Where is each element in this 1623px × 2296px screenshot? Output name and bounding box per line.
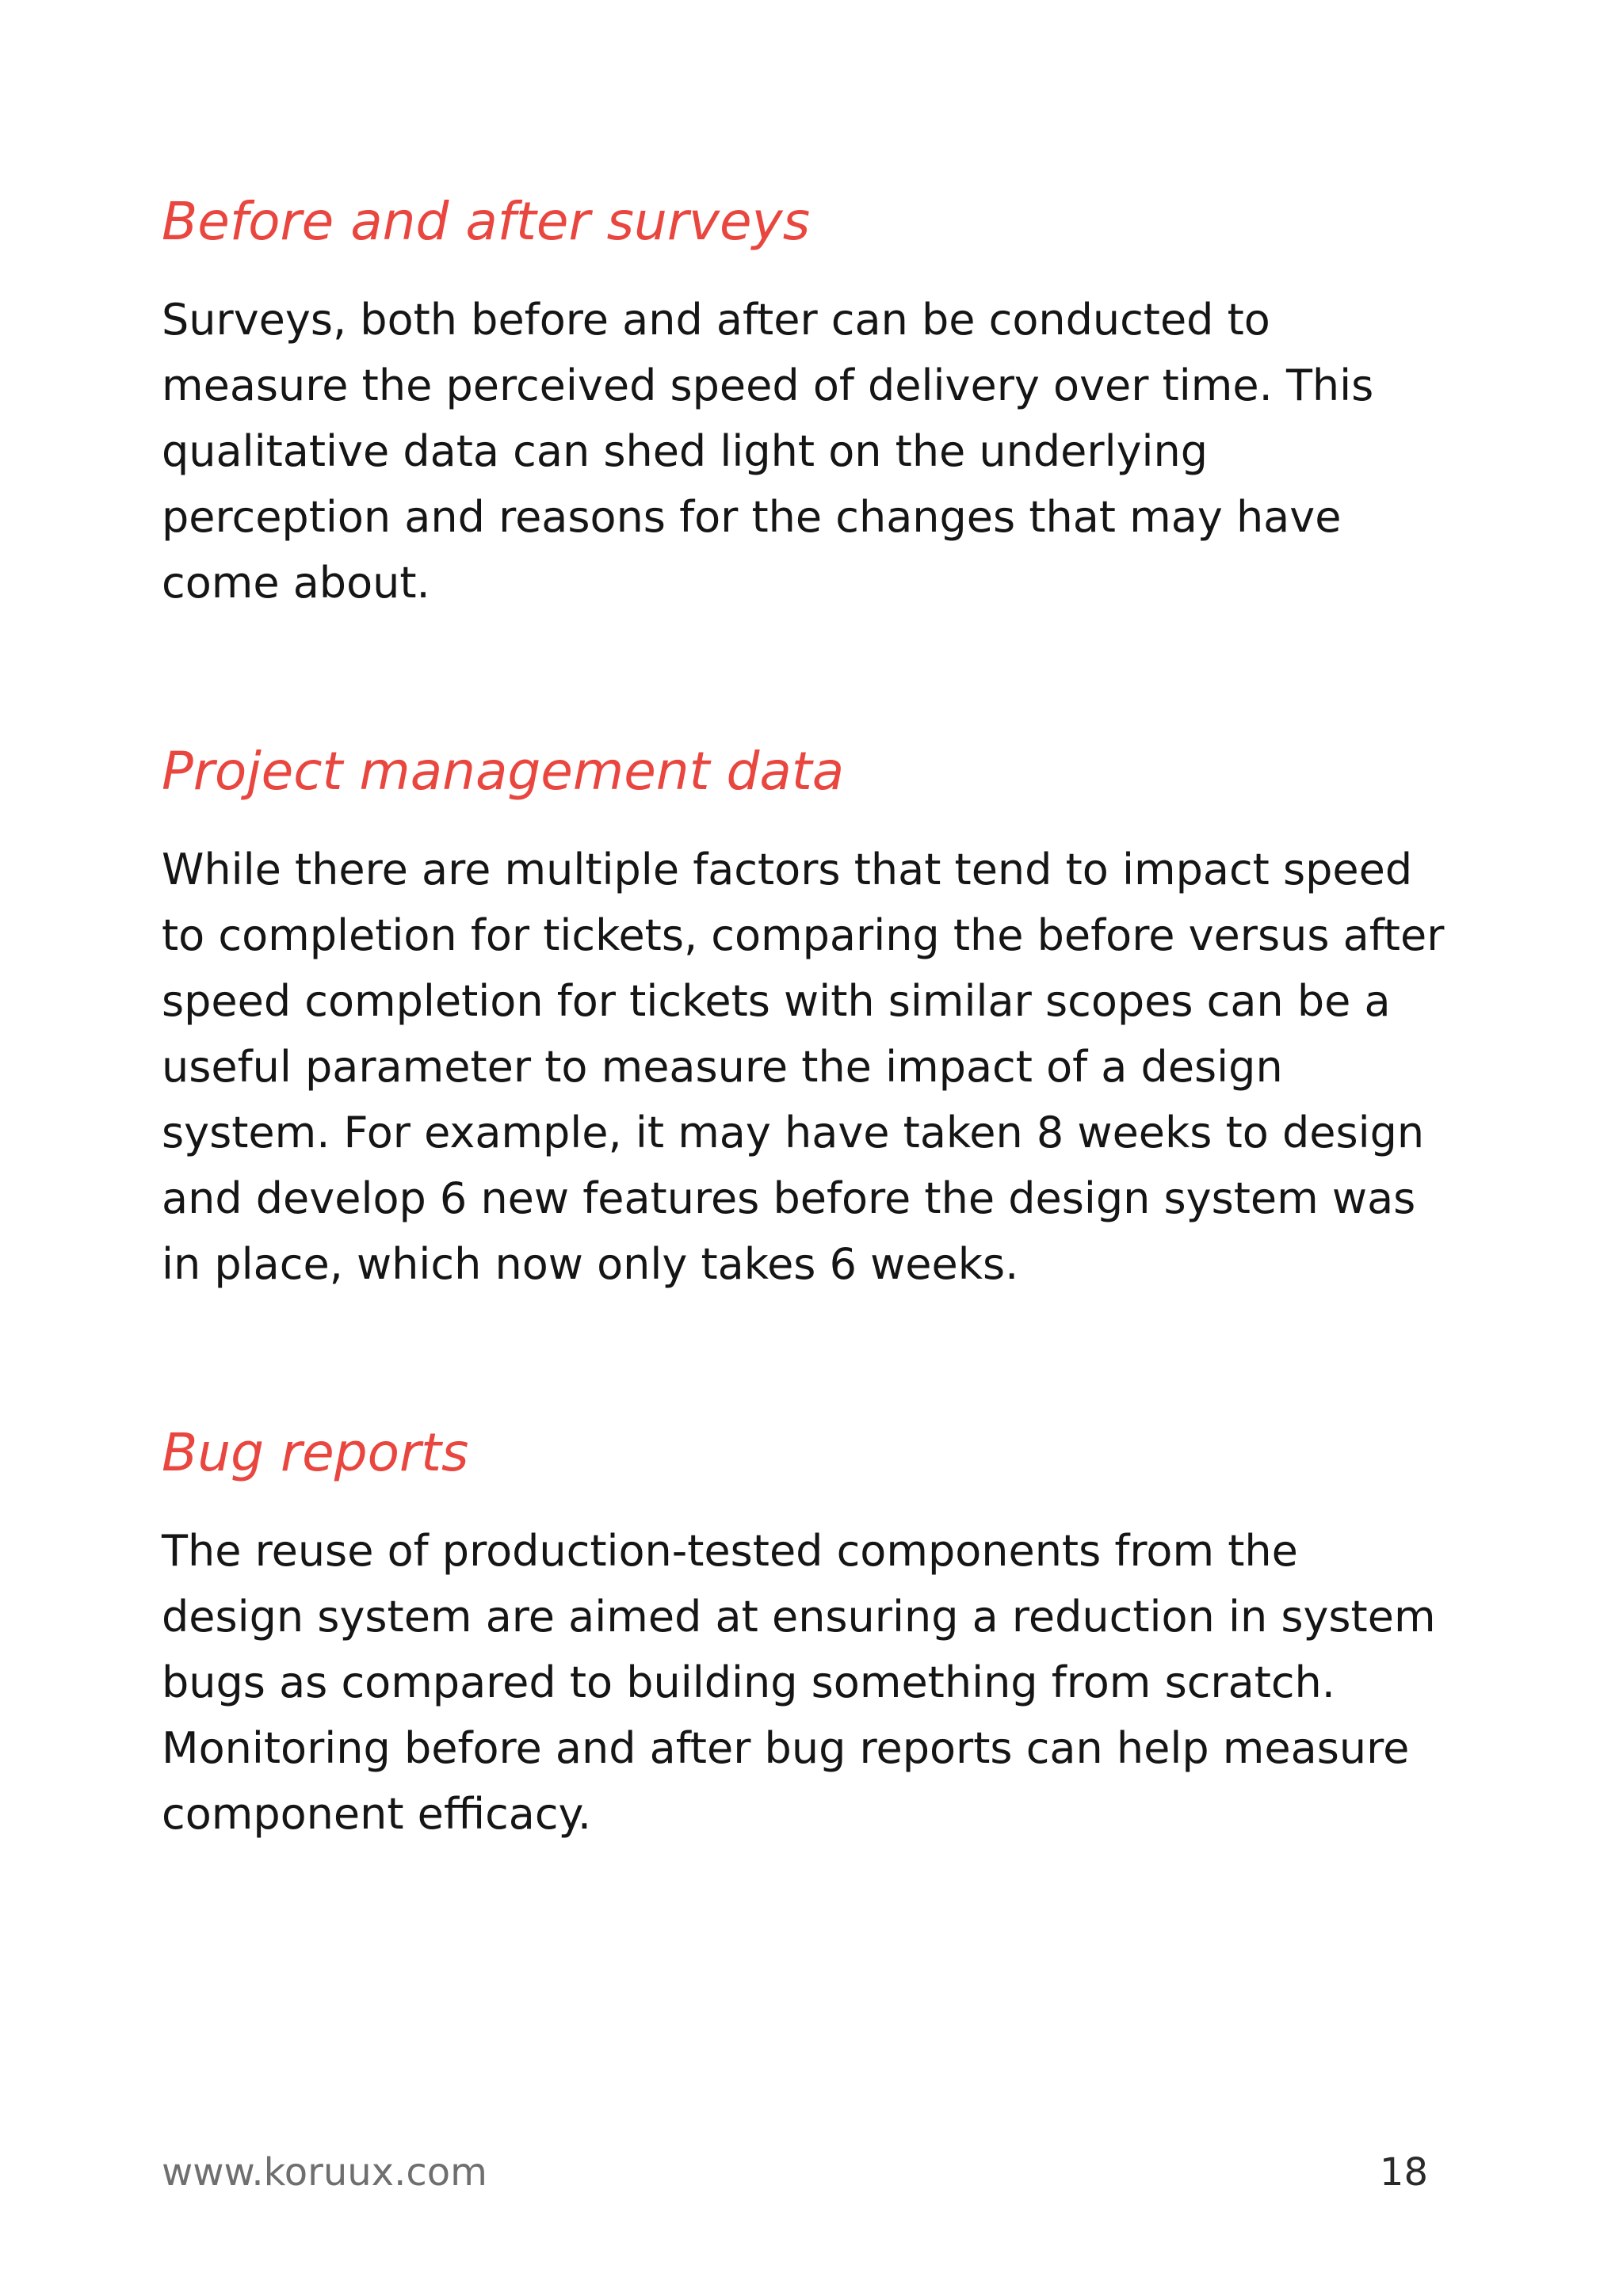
paragraph-line: to completion for tickets, comparing the before versus after — [162, 910, 1445, 960]
section-paragraph — [162, 287, 1493, 616]
paragraph-line: Surveys, both before and after can be conducted to — [162, 295, 1270, 345]
section-heading: Bug reports — [162, 1422, 469, 1483]
paragraph-line: and develop 6 new features before the design system was — [162, 1173, 1416, 1223]
section-before-and-after-surveys — [162, 190, 1493, 616]
paragraph-line: useful parameter to measure the impact of a design — [162, 1042, 1283, 1092]
page-number: 18 — [1379, 2150, 1428, 2195]
paragraph-line: Monitoring before and after bug reports can help measure — [162, 1723, 1410, 1773]
paragraph-line: The reuse of production-tested components from the — [162, 1526, 1298, 1576]
footer-website-url: www.koruux.com — [162, 2150, 487, 2195]
section-bug-reports — [162, 1421, 1493, 1847]
paragraph-line: qualitative data can shed light on the underlying — [162, 426, 1209, 476]
paragraph-line: design system are aimed at ensuring a reduction in system — [162, 1592, 1436, 1642]
paragraph-line: come about. — [162, 558, 430, 608]
paragraph-line: component efficacy. — [162, 1789, 591, 1839]
section-heading: Project management data — [162, 741, 845, 802]
section-heading: Before and after surveys — [162, 191, 811, 252]
paragraph-line: in place, which now only takes 6 weeks. — [162, 1239, 1019, 1289]
paragraph-line: While there are multiple factors that tend to impact speed — [162, 845, 1413, 894]
paragraph-line: system. For example, it may have taken 8 weeks to design — [162, 1108, 1425, 1158]
paragraph-line: bugs as compared to building something from scratch. — [162, 1657, 1335, 1707]
paragraph-line: measure the perceived speed of delivery over time. This — [162, 360, 1374, 410]
paragraph-line: perception and reasons for the changes that may have — [162, 492, 1342, 542]
section-paragraph — [162, 1518, 1493, 1847]
paragraph-line: speed completion for tickets with similar scopes can be a — [162, 976, 1391, 1026]
section-paragraph — [162, 837, 1493, 1297]
section-project-management-data — [162, 740, 1493, 1297]
